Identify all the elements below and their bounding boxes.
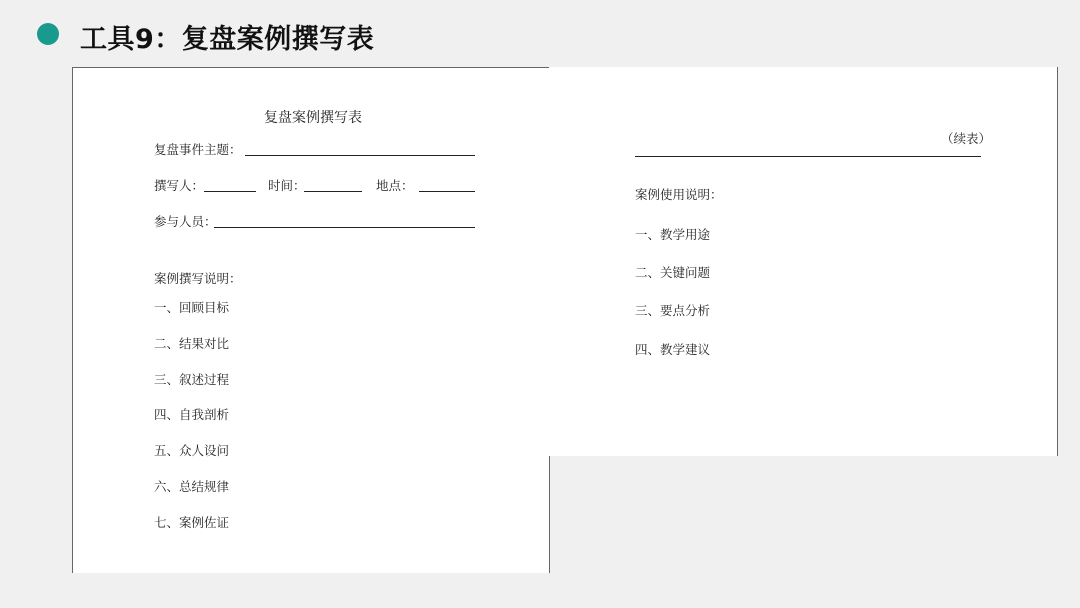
- topic-line: [245, 155, 475, 156]
- list-item: 五、众人设问: [154, 443, 230, 458]
- continued-line: [635, 156, 981, 157]
- instructions-title: 案例撰写说明：: [154, 271, 242, 286]
- list-item: 三、叙述过程: [154, 372, 230, 387]
- participants-label: 参与人员：: [154, 214, 217, 229]
- topic-label: 复盘事件主题：: [154, 142, 242, 157]
- list-item: 二、结果对比: [154, 336, 230, 351]
- usage-title: 案例使用说明：: [635, 187, 723, 202]
- author-line: [204, 191, 256, 192]
- list-item: 六、总结规律: [154, 479, 230, 494]
- time-label: 时间：: [268, 178, 306, 193]
- list-item: 四、教学建议: [635, 342, 711, 357]
- location-label: 地点：: [376, 178, 414, 193]
- page-title: 工具9：复盘案例撰写表: [80, 24, 375, 55]
- list-item: 二、关键问题: [635, 265, 711, 280]
- participants-line: [214, 227, 475, 228]
- form-title: 复盘案例撰写表: [264, 110, 362, 126]
- list-item: 七、案例佐证: [154, 515, 230, 530]
- author-label: 撰写人：: [154, 178, 205, 193]
- form-page-right: [549, 67, 1058, 456]
- continued-label: （续表）: [941, 131, 992, 146]
- list-item: 一、教学用途: [635, 227, 711, 242]
- form-page-left: [72, 67, 550, 573]
- time-line: [304, 191, 362, 192]
- list-item: 三、要点分析: [635, 303, 711, 318]
- location-line: [419, 191, 475, 192]
- header-bullet-icon: [37, 23, 59, 45]
- list-item: 一、回顾目标: [154, 300, 230, 315]
- list-item: 四、自我剖析: [154, 407, 230, 422]
